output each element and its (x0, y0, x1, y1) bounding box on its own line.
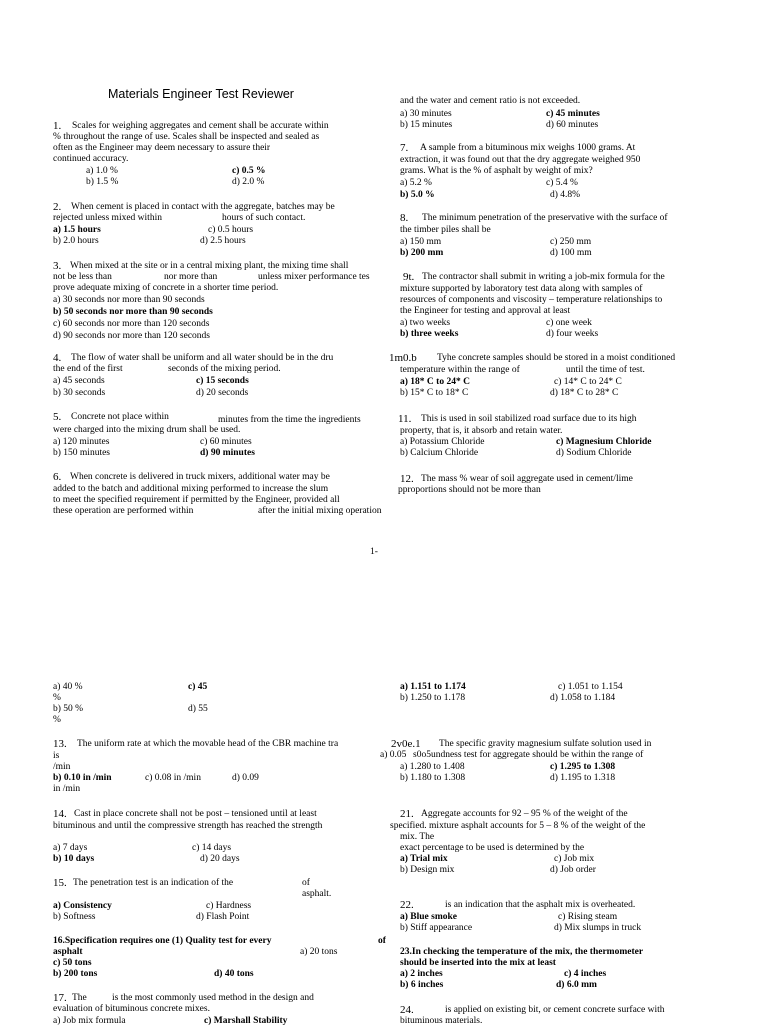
percent-sign: % (53, 715, 61, 725)
question-text: pproportions should not be more than (398, 485, 541, 495)
choice-b: b) 10 days (53, 854, 95, 864)
choice-a: a) Job mix formula (53, 1016, 126, 1026)
question-number: 24. (400, 1004, 414, 1016)
question-number: 2v0e.1 (391, 738, 421, 750)
question-number: 17. (53, 992, 67, 1004)
choice-d: d) 2.0 % (232, 177, 265, 187)
question-text: 16.Specification requires one (1) Quality test for every (53, 936, 272, 946)
question-text: temperature within the range of (400, 365, 520, 375)
question-number: 13. (53, 738, 67, 750)
choice-a: a) 30 minutes (400, 109, 452, 119)
choice-d: d) Sodium Chloride (556, 448, 632, 458)
choice-c: c) 14* C to 24* C (554, 377, 622, 387)
question-number: 14. (53, 808, 67, 820)
question-number: 21. (400, 808, 414, 820)
choice-d: d) 6.0 mm (556, 980, 597, 990)
question-text: bituminous materials. (400, 1016, 483, 1026)
choice-d: d) 0.09 (232, 773, 259, 783)
question-number: 1. (53, 120, 62, 132)
question-text: resources of components and viscosity – temperature relationships to (400, 295, 663, 305)
question-number: 1m0.b (389, 352, 417, 364)
question-text: extraction, it was found out that the dry aggregate weighed 950 (400, 155, 641, 165)
question-text: The minimum penetration of the preservative with the surface of (422, 213, 668, 223)
question-text: is applied on existing bit, or cement concrete surface with (445, 1005, 665, 1015)
question-text: seconds of the mixing period. (168, 364, 281, 374)
question-number: 22. (400, 899, 414, 911)
choice-c: c) 50 tons (53, 958, 92, 968)
choice-b: b) 0.10 in /min (53, 773, 112, 783)
choice-b: b) 1.250 to 1.178 (400, 693, 466, 703)
choice-c: c) 0.5 % (232, 166, 266, 176)
choice-d: d) 20 seconds (196, 388, 249, 398)
question-text: When mixed at the site or in a central mixing plant, the mixing time shall (70, 261, 349, 271)
choice-a: a) 7 days (53, 843, 88, 853)
question-text: continued accuracy. (53, 154, 129, 164)
choice-a: a) 30 seconds nor more than 90 seconds (53, 295, 205, 305)
choice-d: d) Job order (550, 865, 596, 875)
question-text: minutes from the time the ingredients (218, 415, 361, 425)
question-text: of (302, 878, 310, 888)
question-text: asphalt (53, 947, 83, 957)
question-text: added to the batch and additional mixing performed to increase the slum (53, 484, 329, 494)
choice-a: a) 45 seconds (53, 376, 105, 386)
question-text: rejected unless mixed within (53, 213, 162, 223)
question-number: 6. (53, 471, 62, 483)
choice-a: a) Blue smoke (400, 912, 457, 922)
question-text: often as the Engineer may deem necessary to assure their (53, 143, 271, 153)
choice-a: a) Consistency (53, 901, 112, 911)
question-text: A sample from a bituminous mix weighs 1000 grams. At (420, 143, 636, 153)
choice-a: a) 20 tons (300, 947, 338, 957)
choice-a: a) Trial mix (400, 854, 448, 864)
choice-b: b) 200 mm (400, 248, 444, 258)
question-text: Cast in place concrete shall not be post – tensioned until at least (74, 809, 317, 819)
choice-a: a) two weeks (400, 318, 451, 328)
choice-c: c) 60 seconds nor more than 120 seconds (53, 319, 210, 329)
question-text: grams. What is the % of asphalt by weight of mix? (400, 166, 593, 176)
choice-a: a) 1.5 hours (53, 225, 101, 235)
choice-d: d) four weeks (546, 329, 599, 339)
question-text: the timber piles shall be (400, 225, 491, 235)
choice-d: d) 55 (188, 704, 208, 714)
question-text: specified. mixture asphalt accounts for 5 – 8 % of the weight of the (390, 821, 646, 831)
choice-b: b) Design mix (400, 865, 455, 875)
choice-b: b) Calcium Chloride (400, 448, 479, 458)
choice-a: a) 18* C to 24* C (400, 377, 470, 387)
question-text: The mass % wear of soil aggregate used in cement/lime (421, 474, 633, 484)
choice-a: a) 150 mm (400, 237, 442, 247)
question-text: asphalt. (302, 889, 332, 899)
choice-a: a) 40 % (53, 682, 83, 692)
choice-d: d) 90 minutes (200, 448, 255, 458)
choice-b: b) 6 inches (400, 980, 444, 990)
choice-c: c) 1.051 to 1.154 (558, 682, 623, 692)
question-text: This is used in soil stabilized road surface due to its high (421, 414, 637, 424)
page-number: 1- (370, 547, 378, 557)
choice-a: a) 120 minutes (53, 437, 110, 447)
choice-c: c) 0.5 hours (208, 225, 254, 235)
question-text: until the time of test. (566, 365, 645, 375)
question-text: unless mixer performance tes (258, 272, 370, 282)
choice-b: b) 50 seconds nor more than 90 seconds (53, 307, 213, 317)
choice-a: a) 2 inches (400, 969, 443, 979)
choice-a: a) 1.0 % (86, 166, 118, 176)
choice-c: c) 0.08 in /min (145, 773, 201, 783)
choice-b: b) Stiff appearance (400, 923, 473, 933)
choice-c: c) 14 days (192, 843, 232, 853)
choice-d: d) 1.058 to 1.184 (550, 693, 616, 703)
choice-b: b) Softness (53, 912, 96, 922)
question-number: 15. (53, 877, 67, 889)
choice-c: c) 5.4 % (546, 178, 578, 188)
choice-b: b) 2.0 hours (53, 236, 99, 246)
choice-b: b) 15 minutes (400, 120, 453, 130)
choice-d: d) 20 days (200, 854, 240, 864)
question-text: prove adequate mixing of concrete in a shorter time period. (53, 283, 279, 293)
choice-d: d) Mix slumps in truck (554, 923, 642, 933)
choice-b: b) 30 seconds (53, 388, 106, 398)
question-text: mix. The (400, 832, 435, 842)
question-text: were charged into the mixing drum shall be used. (53, 425, 241, 435)
choice-a: a) 5.2 % (400, 178, 432, 188)
question-number: 12. (400, 473, 414, 485)
choice-c: c) one week (546, 318, 592, 328)
choice-a: a) 1.280 to 1.408 (400, 762, 465, 772)
choice-b: b) 1.180 to 1.308 (400, 773, 466, 783)
question-text: the Engineer for testing and approval at least (400, 306, 571, 316)
question-text: The (72, 993, 87, 1003)
unit-label: /min (53, 762, 71, 772)
choice-b: b) 15* C to 18* C (400, 388, 469, 398)
choice-d: d) 90 seconds nor more than 120 seconds (53, 331, 210, 341)
choice-d: d) 1.195 to 1.318 (550, 773, 616, 783)
question-text: When concrete is delivered in truck mixers, additional water may be (70, 472, 330, 482)
choice-c: c) 60 minutes (200, 437, 252, 447)
question-text: mixture supported by laboratory test data along with samples of (400, 284, 643, 294)
choice-c: c) 45 minutes (546, 109, 600, 119)
question-text: Tyhe concrete samples should be stored in a moist conditioned (437, 353, 676, 363)
question-text: these operation are performed within (53, 506, 194, 516)
choice-b: b) 50 % (53, 704, 84, 714)
question-text: evaluation of bituminous concrete mixes. (53, 1004, 210, 1014)
question-number: 2. (53, 201, 62, 213)
question-number: 5. (53, 411, 62, 423)
choice-c: c) 45 (188, 682, 208, 692)
question-text: after the initial mixing operation (258, 506, 382, 516)
choice-d: d) 40 tons (214, 969, 254, 979)
question-number: 3. (53, 260, 62, 272)
page-title: Materials Engineer Test Reviewer (108, 87, 294, 101)
choice-d: d) 2.5 hours (200, 236, 246, 246)
question-text: % throughout the range of use. Scales shall be inspected and sealed as (53, 132, 320, 142)
choice-c: c) Hardness (206, 901, 252, 911)
choice-b: b) 1.5 % (86, 177, 119, 187)
question-text: is an indication that the asphalt mix is overheated. (445, 900, 636, 910)
choice-c: c) Marshall Stability (204, 1016, 288, 1026)
question-text: not be less than (53, 272, 112, 282)
choice-d: d) 60 minutes (546, 120, 599, 130)
question-text: The flow of water shall be uniform and all water should be in the dru (71, 353, 334, 363)
question-text: exact percentage to be used is determined by the (400, 843, 585, 853)
choice-a: a) 0.05 (380, 750, 407, 760)
question-text: Concrete not place within (71, 412, 169, 422)
question-text: is the most commonly used method in the design and (112, 993, 314, 1003)
question-text: Scales for weighing aggregates and cement shall be accurate within (72, 121, 329, 131)
question-text: The uniform rate at which the movable head of the CBR machine tra (77, 739, 339, 749)
choice-b: b) three weeks (400, 329, 459, 339)
question-number: 7. (400, 142, 409, 154)
choice-b: b) 200 tons (53, 969, 98, 979)
question-text: When cement is placed in contact with the aggregate, batches may be (71, 202, 335, 212)
question-text: and the water and cement ratio is not exceeded. (400, 96, 581, 106)
percent-sign: % (53, 693, 61, 703)
question-text: nor more than (164, 272, 218, 282)
question-text: is (53, 751, 60, 761)
choice-c: c) 1.295 to 1.308 (550, 762, 616, 772)
choice-d: d) 18* C to 28* C (550, 388, 619, 398)
question-text: 23.In checking the temperature of the mix, the thermometer (400, 947, 644, 957)
choice-c: c) Rising steam (558, 912, 618, 922)
question-text: to meet the specified requirement if permitted by the Engineer, provided all (53, 495, 340, 505)
choice-b: b) 150 minutes (53, 448, 110, 458)
choice-a: a) Potassium Chloride (400, 437, 485, 447)
unit-label: in /min (53, 784, 81, 794)
question-text: The penetration test is an indication of the (73, 878, 234, 888)
choice-d: d) Flash Point (196, 912, 250, 922)
question-text: hours of such contact. (222, 213, 306, 223)
question-text: bituminous and until the compressive strength has reached the strength (53, 821, 323, 831)
choice-c: c) 15 seconds (196, 376, 249, 386)
choice-c: c) 4 inches (564, 969, 607, 979)
question-number: 9t. (403, 271, 415, 283)
question-text: of (378, 936, 386, 946)
question-number: 8. (400, 212, 409, 224)
question-text: should be inserted into the mix at least (400, 958, 556, 968)
choice-d: d) 100 mm (550, 248, 592, 258)
question-text: The contractor shall submit in writing a job-mix formula for the (422, 272, 665, 282)
choice-a: a) 1.151 to 1.174 (400, 682, 466, 692)
question-text: The specific gravity magnesium sulfate solution used in (439, 739, 652, 749)
choice-c: c) Job mix (554, 854, 595, 864)
choice-c: c) Magnesium Chloride (556, 437, 652, 447)
question-text: the end of the first (53, 364, 123, 374)
choice-b: b) 5.0 % (400, 190, 435, 200)
question-text: s0o5undness test for aggregate should be within the range of (413, 750, 644, 760)
question-number: 4. (53, 352, 62, 364)
question-number: 11. (398, 413, 412, 425)
question-text: Aggregate accounts for 92 – 95 % of the weight of the (421, 809, 628, 819)
choice-c: c) 250 mm (550, 237, 592, 247)
question-text: property, that is, it absorb and retain water. (400, 426, 563, 436)
choice-d: d) 4.8% (550, 190, 581, 200)
